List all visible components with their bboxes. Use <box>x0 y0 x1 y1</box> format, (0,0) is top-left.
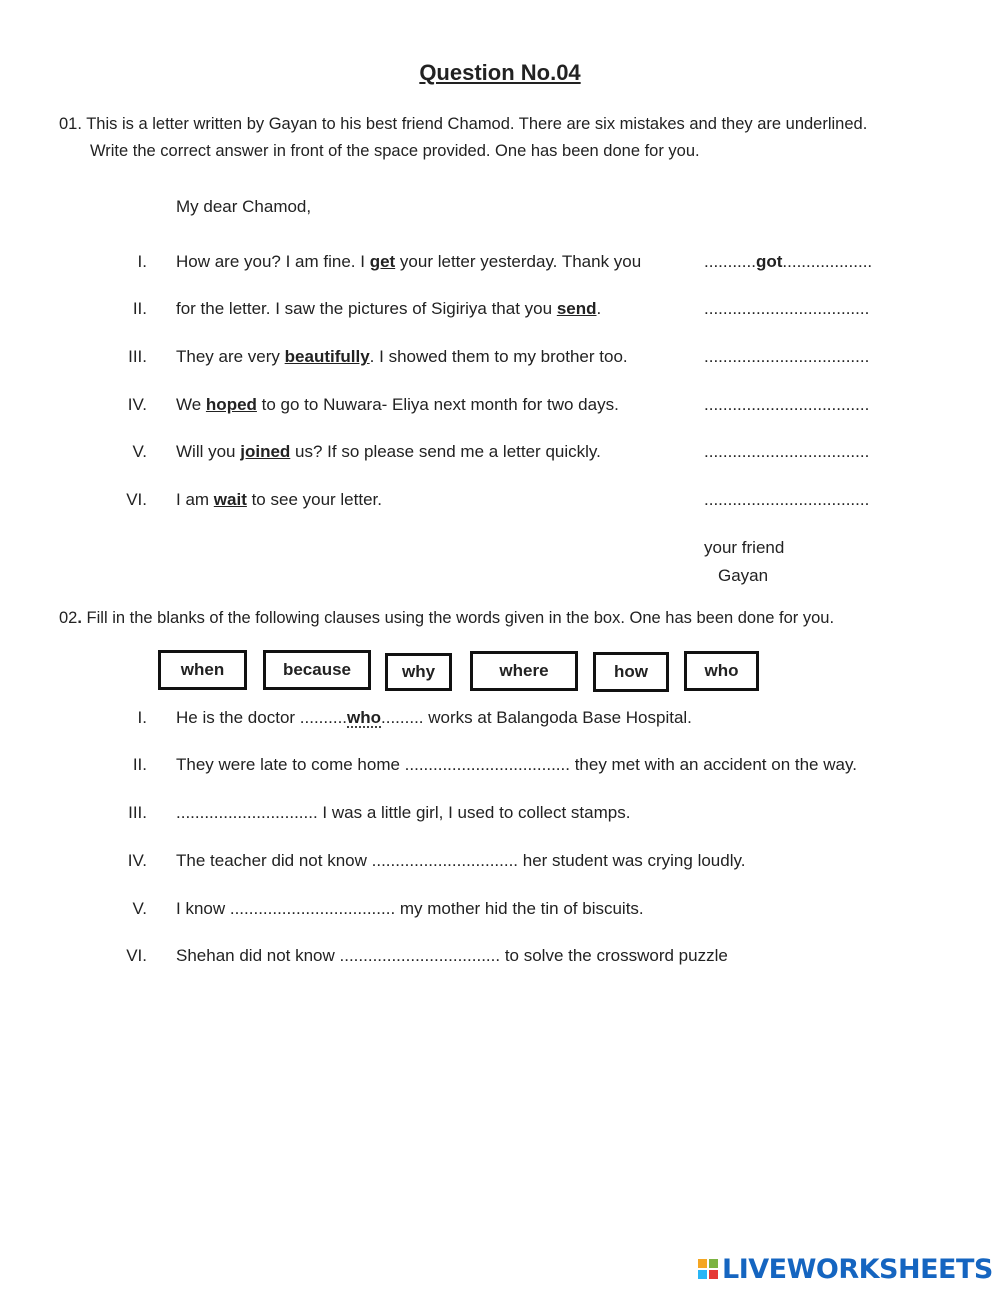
q1-text-before: How are you? I am fine. I <box>176 252 370 271</box>
q1-item-number: I. <box>137 252 147 271</box>
q2-item-text[interactable]: I know ................................... my mother hid the tin of biscuits. <box>176 899 644 918</box>
q2-item-text[interactable]: .............................. I was a little girl, I used to collect stamps. <box>176 803 631 822</box>
answer-word: got <box>755 252 783 271</box>
q1-item-text <box>176 347 628 367</box>
q2-item-number: I. <box>137 708 147 727</box>
q1-text-after: to see your letter. <box>246 490 382 509</box>
q1-text-before: for the letter. I saw the pictures of Sigiriya that you <box>176 299 557 318</box>
q2-item-number: II. <box>132 755 147 774</box>
q1-mistake-word: beautifully <box>284 347 370 366</box>
q1-instruction-line1: 01. This is a letter written by Gayan to his best friend Chamod. There are six mistakes and they are underlined. <box>59 115 868 133</box>
liveworksheets-logo <box>698 1253 993 1285</box>
q1-text-after: . I showed them to my brother too. <box>369 347 628 366</box>
q2-text-before: He is the doctor .......... <box>176 708 348 727</box>
q2-item-text[interactable]: The teacher did not know ............................... her student was crying loudly. <box>176 851 746 870</box>
q1-text-after: . <box>596 299 602 318</box>
q1-mistake-word: hoped <box>205 395 257 414</box>
q1-item-number: IV. <box>127 395 147 414</box>
q1-answer-field[interactable]: ................................... <box>704 299 870 318</box>
letter-closing: your friend <box>704 538 785 557</box>
q2-instruction <box>59 609 834 628</box>
q2-item-text[interactable]: Shehan did not know .................................. to solve the crossword puzzle <box>176 946 728 965</box>
q1-answer-field[interactable]: ................................... <box>704 490 870 509</box>
q2-instruction-text: Fill in the blanks of the following clauses using the words given in the box. One has been done for you. <box>81 609 835 627</box>
word-box[interactable]: who <box>684 651 759 691</box>
q1-answer-field[interactable]: ................................... <box>704 442 870 461</box>
q2-item-text[interactable]: They were late to come home ................................... they met with an accident on the way. <box>176 755 857 774</box>
logo-square <box>709 1259 718 1268</box>
answer-dots: ........... <box>704 252 756 271</box>
word-box[interactable]: because <box>263 650 371 690</box>
word-box[interactable]: how <box>593 652 669 692</box>
q1-item-number: V. <box>132 442 147 461</box>
q2-item-number: V. <box>132 899 147 918</box>
logo-square <box>709 1270 718 1279</box>
letter-greeting: My dear Chamod, <box>176 197 312 216</box>
q2-item-number: VI. <box>126 946 147 965</box>
q2-answer-word[interactable]: who <box>347 708 382 727</box>
q1-item-text <box>176 490 382 510</box>
q2-item-text <box>176 708 692 728</box>
logo-text: LIVEWORKSHEETS <box>722 1253 993 1285</box>
q2-item-number: IV. <box>127 851 147 870</box>
q1-item-text <box>176 299 601 319</box>
q1-item-text <box>176 252 641 272</box>
q2-number-dot: . <box>77 609 82 627</box>
q1-answer-field[interactable]: ................................... <box>704 395 870 414</box>
q1-text-after: to go to Nuwara- Eliya next month for two days. <box>256 395 619 414</box>
q2-text-after: ......... works at Balangoda Base Hospital. <box>381 708 692 727</box>
q1-item-number: III. <box>128 347 147 366</box>
q2-item-number: III. <box>128 803 147 822</box>
q1-mistake-word: wait <box>213 490 247 509</box>
q1-text-before: They are very <box>176 347 285 366</box>
q1-instruction-line2: Write the correct answer in front of the space provided. One has been done for you. <box>90 142 700 160</box>
q1-mistake-word: get <box>369 252 396 271</box>
q1-mistake-word: joined <box>240 442 291 461</box>
logo-squares-icon <box>698 1259 718 1279</box>
q1-text-after: us? If so please send me a letter quickly. <box>290 442 601 461</box>
q1-text-after: your letter yesterday. Thank you <box>395 252 642 271</box>
page-title: Question No.04 <box>419 60 581 85</box>
q1-answer-field[interactable]: ................................... <box>704 347 870 366</box>
logo-square <box>698 1259 707 1268</box>
word-box[interactable]: where <box>470 651 578 691</box>
q1-answer-field[interactable] <box>704 252 872 272</box>
letter-signature: Gayan <box>718 566 769 585</box>
logo-square <box>698 1270 707 1279</box>
q1-text-before: I am <box>176 490 214 509</box>
q1-item-text <box>176 395 619 415</box>
answer-dots: ................... <box>782 252 873 271</box>
q1-item-number: VI. <box>126 490 147 509</box>
q2-number: 02 <box>59 609 78 627</box>
word-box[interactable]: why <box>385 653 452 691</box>
q1-item-text <box>176 442 601 462</box>
q1-text-before: We <box>176 395 206 414</box>
q1-mistake-word: send <box>556 299 597 318</box>
q1-text-before: Will you <box>176 442 241 461</box>
q1-item-number: II. <box>132 299 147 318</box>
word-box[interactable]: when <box>158 650 247 690</box>
